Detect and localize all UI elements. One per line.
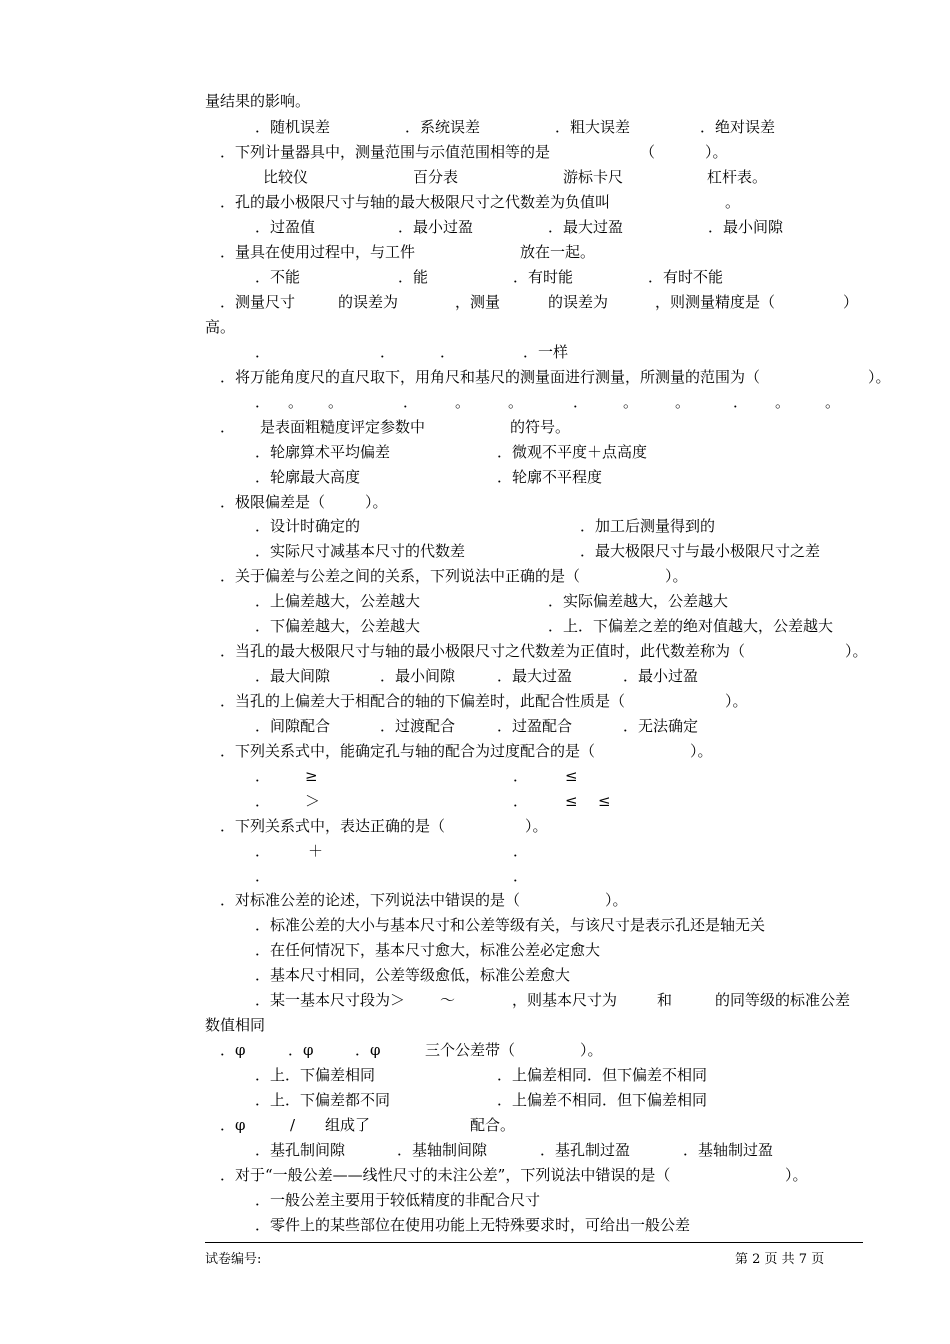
text-line-28-seg-2: ≥ (305, 767, 318, 785)
text-line-31-seg-1: ． (255, 842, 271, 860)
text-line-3-seg-3: ）。 (705, 143, 728, 161)
text-line-30-seg-1: ．下列关系式中，表达正确的是（ (220, 817, 446, 835)
text-line-24-seg-3: ．最大过盈 (497, 667, 573, 685)
text-line-13-seg-12: 。 (825, 393, 841, 411)
text-line-44-seg-1: ．对于“一般公差——线性尺寸的未注公差”，下列说法中错误的是（ (220, 1166, 671, 1184)
text-line-32-seg-2: ． (513, 867, 529, 885)
text-line-8-seg-3: ．有时能 (513, 268, 574, 286)
text-line-9-seg-2: 的误差为 (338, 293, 399, 311)
footer-exam-number: 试卷编号: (205, 1252, 262, 1267)
text-line-37-seg-3: ，则基本尺寸为 (512, 991, 618, 1009)
text-line-36-seg-1: ．基本尺寸相同，公差等级愈低，标准公差愈大 (255, 966, 571, 984)
text-line-39-seg-3: ．φ (355, 1041, 381, 1059)
text-line-11-seg-4: ．一样 (523, 343, 569, 361)
text-line-29-seg-2: ＞ (305, 792, 321, 810)
text-line-39-seg-5: ）。 (580, 1041, 603, 1059)
text-line-28-seg-1: ． (255, 767, 271, 785)
text-line-13-seg-11: 。 (775, 393, 791, 411)
text-line-42-seg-3: 组成了 (325, 1116, 371, 1134)
text-line-37-seg-1: ．某一基本尺寸段为＞ (255, 991, 406, 1009)
text-line-29-seg-1: ． (255, 792, 271, 810)
text-line-20-seg-2: ）。 (665, 567, 688, 585)
text-line-13-seg-6: 。 (508, 393, 524, 411)
text-line-9-seg-5: ，则测量精度是（ (655, 293, 776, 311)
text-line-37-seg-5: 的同等级的标准公差 (715, 991, 851, 1009)
text-line-30-seg-2: ）。 (525, 817, 548, 835)
text-line-9-seg-6: ） (843, 293, 859, 311)
text-line-12-seg-2: ）。 (868, 368, 891, 386)
text-line-4-seg-2: 百分表 (413, 168, 459, 186)
text-line-11-seg-3: ． (440, 343, 456, 361)
text-line-21-seg-1: ．上偏差越大，公差越大 (255, 592, 421, 610)
text-line-15-seg-2: ．微观不平度＋点高度 (497, 443, 648, 461)
text-line-33-seg-2: ）。 (605, 891, 628, 909)
text-line-19-seg-2: ．最大极限尺寸与最小极限尺寸之差 (580, 542, 821, 560)
text-line-43-seg-4: ．基轴制过盈 (683, 1141, 774, 1159)
text-line-31-seg-2: ＋ (308, 842, 324, 860)
text-line-14-seg-2: 是表面粗糙度评定参数中 (260, 418, 426, 436)
text-line-2-seg-2: ．系统误差 (405, 118, 481, 136)
text-line-13-seg-5: 。 (455, 393, 471, 411)
text-line-45-seg-1: ．一般公差主要用于较低精度的非配合尺寸 (255, 1191, 541, 1209)
text-line-12-seg-1: ．将万能角度尺的直尺取下，用角尺和基尺的测量面进行测量，所测量的范围为（ (220, 368, 761, 386)
text-line-29-seg-4: ≤ (565, 792, 578, 810)
text-line-18-seg-2: ．加工后测量得到的 (580, 517, 716, 535)
text-line-32-seg-1: ． (255, 867, 271, 885)
text-line-28-seg-4: ≤ (565, 767, 578, 785)
text-line-13-seg-9: 。 (675, 393, 691, 411)
text-line-43-seg-1: ．基孔制间隙 (255, 1141, 346, 1159)
text-line-26-seg-2: ．过渡配合 (380, 717, 456, 735)
text-line-26-seg-1: ．间隙配合 (255, 717, 331, 735)
text-line-4-seg-3: 游标卡尺 (563, 168, 624, 186)
text-line-19-seg-1: ．实际尺寸减基本尺寸的代数差 (255, 542, 466, 560)
footer-page-number: 第 2 页 共 7 页 (735, 1252, 825, 1267)
text-line-24-seg-1: ．最大间隙 (255, 667, 331, 685)
text-line-16-seg-1: ．轮廓最大高度 (255, 468, 361, 486)
text-line-9-seg-1: ．测量尺寸 (220, 293, 296, 311)
text-line-24-seg-4: ．最小过盈 (623, 667, 699, 685)
text-line-18-seg-1: ．设计时确定的 (255, 517, 361, 535)
text-line-13-seg-8: 。 (623, 393, 639, 411)
text-line-8-seg-1: ．不能 (255, 268, 301, 286)
text-line-42-seg-1: ．φ (220, 1116, 246, 1134)
text-line-41-seg-1: ．上．下偏差都不同 (255, 1091, 391, 1109)
text-line-39-seg-1: ．φ (220, 1041, 246, 1059)
text-line-24-seg-2: ．最小间隙 (380, 667, 456, 685)
text-line-46-seg-1: ．零件上的某些部位在使用功能上无特殊要求时，可给出一般公差 (255, 1216, 691, 1234)
text-line-6-seg-4: ．最小间隙 (708, 218, 784, 236)
text-line-8-seg-2: ．能 (398, 268, 429, 286)
text-line-7-seg-1: ．量具在使用过程中，与工件 (220, 243, 416, 261)
text-line-17-seg-1: ．极限偏差是（ (220, 493, 326, 511)
text-line-14-seg-1: ． (220, 418, 236, 436)
text-line-42-seg-2: / (290, 1116, 296, 1134)
text-line-5-seg-1: ．孔的最小极限尺寸与轴的最大极限尺寸之代数差为负值叫 (220, 193, 611, 211)
text-line-26-seg-3: ．过盈配合 (497, 717, 573, 735)
text-line-42-seg-4: 配合。 (470, 1116, 516, 1134)
text-line-27-seg-1: ．下列关系式中，能确定孔与轴的配合为过度配合的是（ (220, 742, 596, 760)
text-line-40-seg-2: ．上偏差相同．但下偏差不相同 (497, 1066, 708, 1084)
text-line-39-seg-2: ．φ (288, 1041, 314, 1059)
text-line-3-seg-1: ．下列计量器具中，测量范围与示值范围相等的是 (220, 143, 551, 161)
text-line-9-seg-4: 的误差为 (548, 293, 609, 311)
text-line-43-seg-2: ．基轴制间隙 (397, 1141, 488, 1159)
text-line-13-seg-1: ． (255, 393, 271, 411)
text-line-13-seg-4: ． (403, 393, 419, 411)
text-line-37-seg-4: 和 (657, 991, 673, 1009)
text-line-27-seg-2: ）。 (690, 742, 713, 760)
text-line-35-seg-1: ．在任何情况下，基本尺寸愈大，标准公差必定愈大 (255, 941, 601, 959)
text-line-20-seg-1: ．关于偏差与公差之间的关系，下列说法中正确的是（ (220, 567, 581, 585)
text-line-25-seg-2: ）。 (725, 692, 748, 710)
text-line-7-seg-2: 放在一起。 (520, 243, 596, 261)
text-line-31-seg-3: ． (513, 842, 529, 860)
text-line-1-seg-1: 量结果的影响。 (205, 92, 311, 110)
text-line-13-seg-2: 。 (288, 393, 304, 411)
text-line-14-seg-3: 的符号。 (510, 418, 571, 436)
text-line-10-seg-1: 高。 (205, 318, 236, 336)
text-line-38-seg-1: 数值相同 (205, 1016, 266, 1034)
text-line-2-seg-1: ．随机误差 (255, 118, 331, 136)
text-line-17-seg-2: ）。 (365, 493, 388, 511)
text-line-40-seg-1: ．上．下偏差相同 (255, 1066, 376, 1084)
text-line-11-seg-2: ． (380, 343, 396, 361)
text-line-15-seg-1: ．轮廓算术平均偏差 (255, 443, 391, 461)
text-line-3-seg-2: （ (640, 143, 656, 161)
text-line-21-seg-2: ．实际偏差越大，公差越大 (548, 592, 729, 610)
text-line-43-seg-3: ．基孔制过盈 (540, 1141, 631, 1159)
text-line-6-seg-1: ．过盈值 (255, 218, 316, 236)
text-line-16-seg-2: ．轮廓不平程度 (497, 468, 603, 486)
text-line-4-seg-1: 比较仪 (263, 168, 309, 186)
text-line-22-seg-1: ．下偏差越大，公差越大 (255, 617, 421, 635)
text-line-22-seg-2: ．上．下偏差之差的绝对值越大，公差越大 (548, 617, 834, 635)
text-line-39-seg-4: 三个公差带（ (425, 1041, 516, 1059)
text-line-44-seg-2: ）。 (785, 1166, 808, 1184)
text-line-33-seg-1: ．对标准公差的论述，下列说法中错误的是（ (220, 891, 521, 909)
text-line-13-seg-10: ． (733, 393, 749, 411)
text-line-2-seg-4: ．绝对误差 (700, 118, 776, 136)
text-line-26-seg-4: ．无法确定 (623, 717, 699, 735)
text-line-23-seg-1: ．当孔的最大极限尺寸与轴的最小极限尺寸之代数差为正值时，此代数差称为（ (220, 642, 746, 660)
text-line-29-seg-3: ． (513, 792, 529, 810)
text-line-37-seg-2: ～ (440, 991, 456, 1009)
text-line-41-seg-2: ．上偏差不相同．但下偏差相同 (497, 1091, 708, 1109)
text-line-11-seg-1: ． (255, 343, 271, 361)
text-line-34-seg-1: ．标准公差的大小与基本尺寸和公差等级有关，与该尺寸是表示孔还是轴无关 (255, 916, 766, 934)
text-line-29-seg-5: ≤ (598, 792, 611, 810)
text-line-25-seg-1: ．当孔的上偏差大于相配合的轴的下偏差时，此配合性质是（ (220, 692, 626, 710)
text-line-6-seg-2: ．最小过盈 (398, 218, 474, 236)
text-line-5-seg-2: 。 (725, 193, 741, 211)
text-line-13-seg-7: ． (573, 393, 589, 411)
text-line-23-seg-2: ）。 (845, 642, 868, 660)
text-line-6-seg-3: ．最大过盈 (548, 218, 624, 236)
text-line-8-seg-4: ．有时不能 (648, 268, 724, 286)
text-line-9-seg-3: ，测量 (455, 293, 501, 311)
footer-divider (205, 1242, 863, 1243)
text-line-28-seg-3: ． (513, 767, 529, 785)
text-line-2-seg-3: ．粗大误差 (555, 118, 631, 136)
text-line-4-seg-4: 杠杆表。 (707, 168, 768, 186)
text-line-13-seg-3: 。 (328, 393, 344, 411)
